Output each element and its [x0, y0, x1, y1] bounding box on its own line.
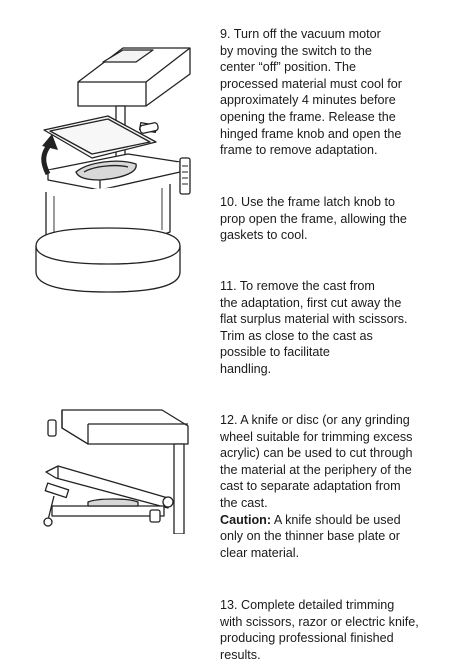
frame-latch-illustration — [28, 402, 200, 534]
step-11-line: Trim as close to the cast as — [220, 328, 373, 343]
caution-note — [220, 512, 442, 529]
step-9-line: center “off” position. The — [220, 60, 357, 75]
step-13-line: producing professional finished — [220, 631, 394, 646]
step-9-line: frame to remove adaptation. — [220, 143, 378, 158]
step-11-line: possible to facilitate — [220, 345, 330, 360]
step-9-line: opening the frame. Release the — [220, 109, 396, 124]
step-11 — [220, 278, 442, 378]
step-11-line: flat surplus material with scissors. — [220, 312, 408, 327]
vacuum-former-open-frame-illustration — [28, 34, 210, 296]
caution-text: only on the thinner base plate or — [220, 529, 400, 544]
step-10-line: 10. Use the frame latch knob to — [220, 195, 396, 209]
step-12-line: acrylic) can be used to cut through — [220, 446, 413, 461]
step-11-line: the adaptation, first cut away the — [220, 295, 402, 310]
step-10-line: gaskets to cool. — [220, 228, 308, 243]
step-9-line: 9. Turn off the vacuum motor — [220, 27, 381, 41]
step-13-line: 13. Complete detailed trimming — [220, 598, 395, 612]
step-11-line: handling. — [220, 361, 272, 376]
step-10-line: prop open the frame, allowing the — [220, 211, 407, 226]
step-12-line: 12. A knife or disc (or any grinding — [220, 413, 410, 427]
step-13-line: results. — [220, 647, 261, 662]
step-11-line: 11. To remove the cast from — [220, 279, 375, 293]
caution-text: clear material. — [220, 545, 300, 560]
step-10 — [220, 194, 442, 244]
step-9-line: by moving the switch to the — [220, 43, 372, 58]
step-9-line: processed material must cool for — [220, 76, 402, 91]
step-12-line: the cast. — [220, 495, 268, 510]
step-13 — [220, 597, 442, 663]
step-9 — [220, 26, 442, 159]
caution-label: Caution: — [220, 512, 272, 527]
step-13-line: with scissors, razor or electric knife, — [220, 614, 419, 629]
step-12 — [220, 412, 442, 561]
step-9-line: approximately 4 minutes before — [220, 93, 396, 108]
step-12-line: wheel suitable for trimming excess — [220, 429, 413, 444]
step-12-line: the material at the periphery of the — [220, 462, 412, 477]
caution-text: A knife should be used — [271, 512, 401, 527]
step-12-line: cast to separate adaptation from — [220, 479, 401, 494]
step-9-line: hinged frame knob and open the — [220, 126, 402, 141]
